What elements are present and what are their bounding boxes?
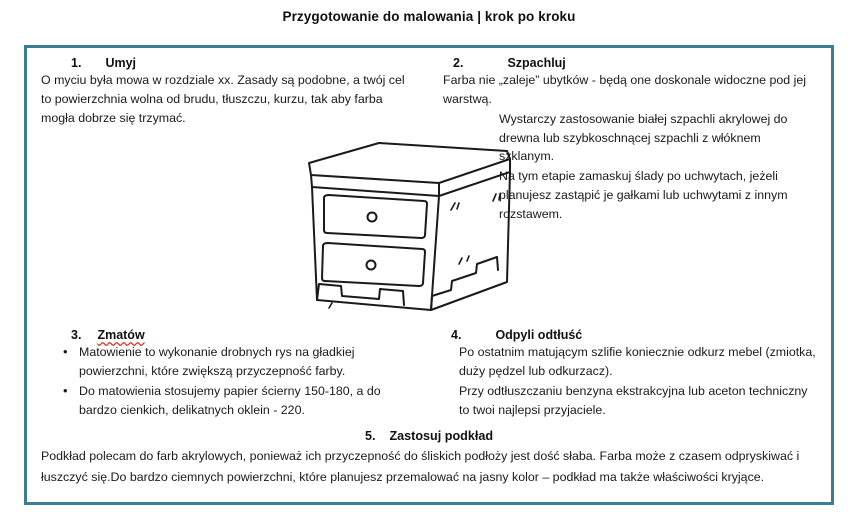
step-1-number: 1. [71, 56, 82, 70]
nightstand-illustration [279, 130, 515, 312]
step-4-heading [443, 328, 817, 342]
step-4-paragraph-2: Przy odtłuszczaniu benzyna ekstrakcyjna lub aceton techniczny to twoi najlepsi przyjaciele. [459, 383, 808, 417]
content-box [24, 45, 834, 505]
step-3-number: 3. [71, 328, 82, 342]
lower-columns [27, 320, 831, 420]
step-2-paragraph-3: Na tym etapie zamaskuj ślady po uchwytach, jeżeli planujesz zastąpić je gałkami lub uchwytami z innym rozstawem. [499, 169, 788, 221]
step-1-paragraph-1: O myciu była mowa w rozdziale xx. Zasady są podobne, a twój cel to powierzchnia wolna od brudu, tłuszczu, kurzu, tak aby farba mogła dobrze się trzymać. [41, 73, 405, 125]
step-3-column [27, 320, 429, 420]
step-2-paragraph-2: Wystarczy zastosowanie białej szpachli akrylowej do drewna lub szybkoschnącej szpachli z włóknem szklanym. [499, 111, 788, 164]
step-5-number: 5. [364, 429, 376, 443]
step-5-title: Zastosuj podkład [389, 429, 494, 443]
list-item: • Matowienie to wykonanie drobnych rys na gładkiej powierzchni, które zwiększą przyczepność farby. [79, 343, 415, 381]
step-2-paragraph-1: Farba nie „zaleje” ubytków - będą one doskonale widoczne pod jej warstwą. [443, 73, 806, 106]
step-5-heading [41, 429, 817, 443]
step-5-section [27, 429, 831, 487]
step-3-heading [41, 328, 415, 342]
step-4-number: 4. [451, 328, 462, 342]
step-1-title: Umyj [105, 56, 137, 70]
step-4-title: Odpyli odtłuść [495, 328, 583, 342]
step-2-number: 2. [453, 56, 464, 70]
step-1-heading [41, 56, 415, 70]
list-item: • Do matowienia stosujemy papier ścierny 150-180, a do bardzo cienkich, delikatnych oklein - 220. [79, 382, 415, 420]
step-5-paragraph-1: Podkład polecam do farb akrylowych, ponieważ ich przyczepność do śliskich podłoży jest dość słaba. Farba może z czasem odpryskiwać i łuszczyć się.Do bardzo ciemnych powierzchni, które planujesz przemalować na jasny kolor – podkład ma także właściwości kryjące. [41, 449, 800, 484]
step-4-column [429, 320, 831, 420]
step-4-paragraph-1: Po ostatnim matującym szlifie koniecznie odkurz mebel (zmiotka, duży pędzel lub odkurzacz). [459, 345, 816, 378]
page-title: Przygotowanie do malowania | krok po kroku [282, 9, 576, 24]
step-3-title: Zmatów [97, 328, 145, 342]
step-2-heading [443, 56, 817, 70]
step-3-bullet-list [41, 343, 415, 419]
step-2-title: Szpachluj [507, 56, 566, 70]
